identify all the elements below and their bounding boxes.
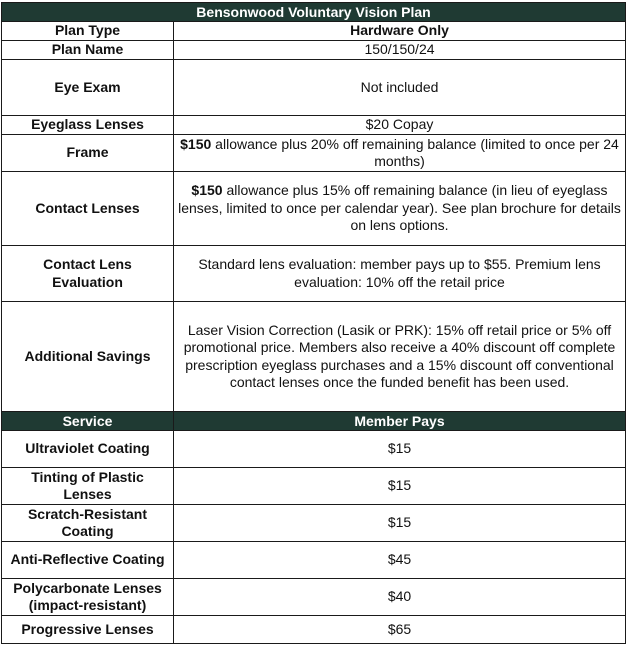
member-pays-column-header: Member Pays <box>174 412 626 431</box>
service-name: Ultraviolet Coating <box>2 431 174 468</box>
allowance-text: allowance plus 20% off remaining balance (limited to once per 24 months) <box>211 135 619 169</box>
row-value: $20 Copay <box>174 116 626 135</box>
table-row <box>2 172 626 246</box>
service-column-header: Service <box>2 412 174 431</box>
row-label: Plan Name <box>2 41 174 60</box>
row-value: Hardware Only <box>174 22 626 41</box>
title-row <box>2 3 626 22</box>
service-name: Tinting of Plastic Lenses <box>2 468 174 505</box>
service-header-row <box>2 412 626 431</box>
vision-plan-table <box>1 2 626 644</box>
service-name: Anti-Reflective Coating <box>2 542 174 579</box>
service-price: $15 <box>174 468 626 505</box>
service-name: Polycarbonate Lenses (impact-resistant) <box>2 579 174 616</box>
row-label: Contact Lenses <box>2 172 174 246</box>
table-row <box>2 22 626 41</box>
row-value <box>174 135 626 172</box>
service-price: $45 <box>174 542 626 579</box>
service-name: Progressive Lenses <box>2 616 174 644</box>
table-row <box>2 505 626 542</box>
table-row <box>2 579 626 616</box>
row-label: Contact Lens Evaluation <box>2 246 174 302</box>
row-label: Eye Exam <box>2 60 174 116</box>
table-row <box>2 246 626 302</box>
table-row <box>2 542 626 579</box>
row-value: Standard lens evaluation: member pays up to $55. Premium lens evaluation: 10% off the retail price <box>174 246 626 302</box>
service-name: Scratch-Resistant Coating <box>2 505 174 542</box>
service-price: $15 <box>174 505 626 542</box>
row-label: Additional Savings <box>2 302 174 412</box>
table-row <box>2 431 626 468</box>
table-row <box>2 616 626 644</box>
service-price: $15 <box>174 431 626 468</box>
service-price: $65 <box>174 616 626 644</box>
row-label: Plan Type <box>2 22 174 41</box>
row-value <box>174 172 626 246</box>
table-row <box>2 116 626 135</box>
table-row <box>2 135 626 172</box>
service-price: $40 <box>174 579 626 616</box>
table-row <box>2 41 626 60</box>
table-row <box>2 468 626 505</box>
allowance-text: allowance plus 15% off remaining balance (in lieu of eyeglass lenses, limited to once per calendar year). See plan brochure for details on lens options. <box>178 182 621 234</box>
allowance-amount: $150 <box>191 182 223 199</box>
table-row <box>2 60 626 116</box>
row-value: 150/150/24 <box>174 41 626 60</box>
row-value: Not included <box>174 60 626 116</box>
row-label: Eyeglass Lenses <box>2 116 174 135</box>
allowance-amount: $150 <box>180 135 212 152</box>
plan-title: Bensonwood Voluntary Vision Plan <box>2 3 626 22</box>
table-row <box>2 302 626 412</box>
row-value: Laser Vision Correction (Lasik or PRK): 15% off retail price or 5% off promotional price. Members also receive a 40% discount off complete prescription eyeglass purchases and a 15% discount off conventional contact lenses once the funded benefit has been used. <box>174 302 626 412</box>
row-label: Frame <box>2 135 174 172</box>
